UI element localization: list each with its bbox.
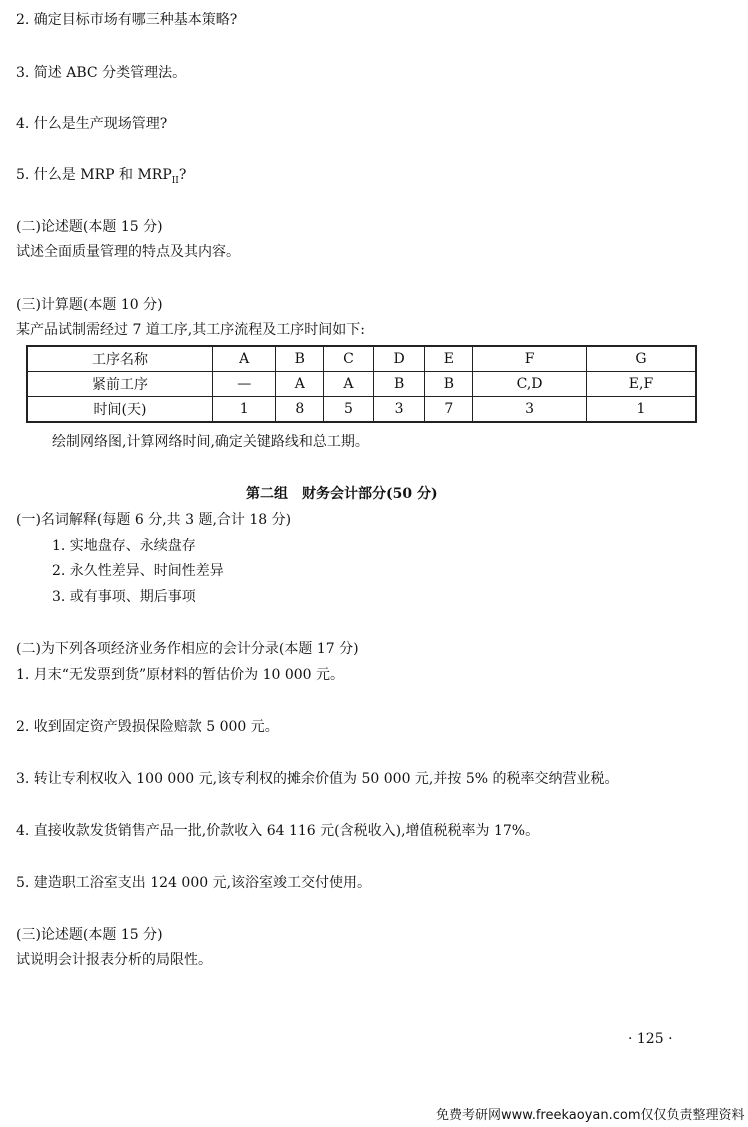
- table-row: [27, 372, 696, 397]
- table-cell: A: [324, 372, 374, 397]
- table-cell: E,F: [586, 372, 696, 397]
- table-cell: C: [324, 346, 374, 372]
- process-table: [26, 345, 697, 423]
- table-cell: B: [425, 372, 473, 397]
- table-cell: D: [373, 346, 425, 372]
- table-cell: A: [213, 346, 276, 372]
- row-header-duration: 时间(天): [27, 397, 213, 423]
- entry-5: 5. 建造职工浴室支出 124 000 元,该浴室竣工交付使用。: [16, 875, 372, 891]
- table-cell: F: [473, 346, 587, 372]
- question-4: 4. 什么是生产现场管理?: [16, 116, 168, 132]
- entry-3: 3. 转让专利权收入 100 000 元,该专利权的摊余价值为 50 000 元,并按 5% 的税率交纳营业税。: [16, 771, 619, 787]
- table-cell: 3: [473, 397, 587, 423]
- calc-task: 绘制网络图,计算网络时间,确定关键路线和总工期。: [52, 434, 369, 450]
- table-row: [27, 397, 696, 423]
- question-5-text: 5. 什么是 MRP 和 MRP: [16, 167, 172, 183]
- table-cell: B: [276, 346, 324, 372]
- table-cell: 1: [213, 397, 276, 423]
- table-cell: 5: [324, 397, 374, 423]
- calc-intro: 某产品试制需经过 7 道工序,其工序流程及工序时间如下:: [16, 322, 365, 338]
- entry-4: 4. 直接收款发货销售产品一批,价款收入 64 116 元(含税收入),增值税税率为 17%。: [16, 823, 540, 839]
- essay2-title: (三)论述题(本题 15 分): [16, 927, 163, 943]
- entry-2: 2. 收到固定资产毁损保险赔款 5 000 元。: [16, 719, 279, 735]
- table-cell: C,D: [473, 372, 587, 397]
- question-5: [16, 166, 186, 190]
- page-number: · 125 ·: [628, 1031, 673, 1047]
- table-cell: B: [373, 372, 425, 397]
- table-cell: —: [213, 372, 276, 397]
- essay1-prompt: 试述全面质量管理的特点及其内容。: [16, 244, 240, 260]
- table-cell: 1: [586, 397, 696, 423]
- term-2: 2. 永久性差异、时间性差异: [52, 563, 224, 579]
- row-header-predecessor: 紧前工序: [27, 372, 213, 397]
- group2-title: 第二组 财务会计部分(50 分): [246, 486, 438, 502]
- entries-title: (二)为下列各项经济业务作相应的会计分录(本题 17 分): [16, 641, 359, 657]
- table-cell: 8: [276, 397, 324, 423]
- calc-title: (三)计算题(本题 10 分): [16, 297, 163, 313]
- table-cell: A: [276, 372, 324, 397]
- question-5-subscript: II: [171, 175, 179, 186]
- footer-watermark: 免费考研网www.freekaoyan.com仅仅负责整理资料: [436, 1108, 745, 1123]
- question-5-suffix: ?: [178, 167, 187, 183]
- table-row: [27, 346, 696, 372]
- table-cell: E: [425, 346, 473, 372]
- table-cell: 3: [373, 397, 425, 423]
- question-3: 3. 简述 ABC 分类管理法。: [16, 65, 187, 81]
- table-cell: G: [586, 346, 696, 372]
- table-cell: 7: [425, 397, 473, 423]
- term-1: 1. 实地盘存、永续盘存: [52, 538, 196, 554]
- essay2-prompt: 试说明会计报表分析的局限性。: [16, 952, 212, 968]
- entry-1: 1. 月末“无发票到货”原材料的暂估价为 10 000 元。: [16, 667, 345, 683]
- essay1-title: (二)论述题(本题 15 分): [16, 219, 163, 235]
- row-header-process-name: 工序名称: [27, 346, 213, 372]
- terms-title: (一)名词解释(每题 6 分,共 3 题,合计 18 分): [16, 512, 292, 528]
- term-3: 3. 或有事项、期后事项: [52, 589, 196, 605]
- question-2: 2. 确定目标市场有哪三种基本策略?: [16, 12, 238, 28]
